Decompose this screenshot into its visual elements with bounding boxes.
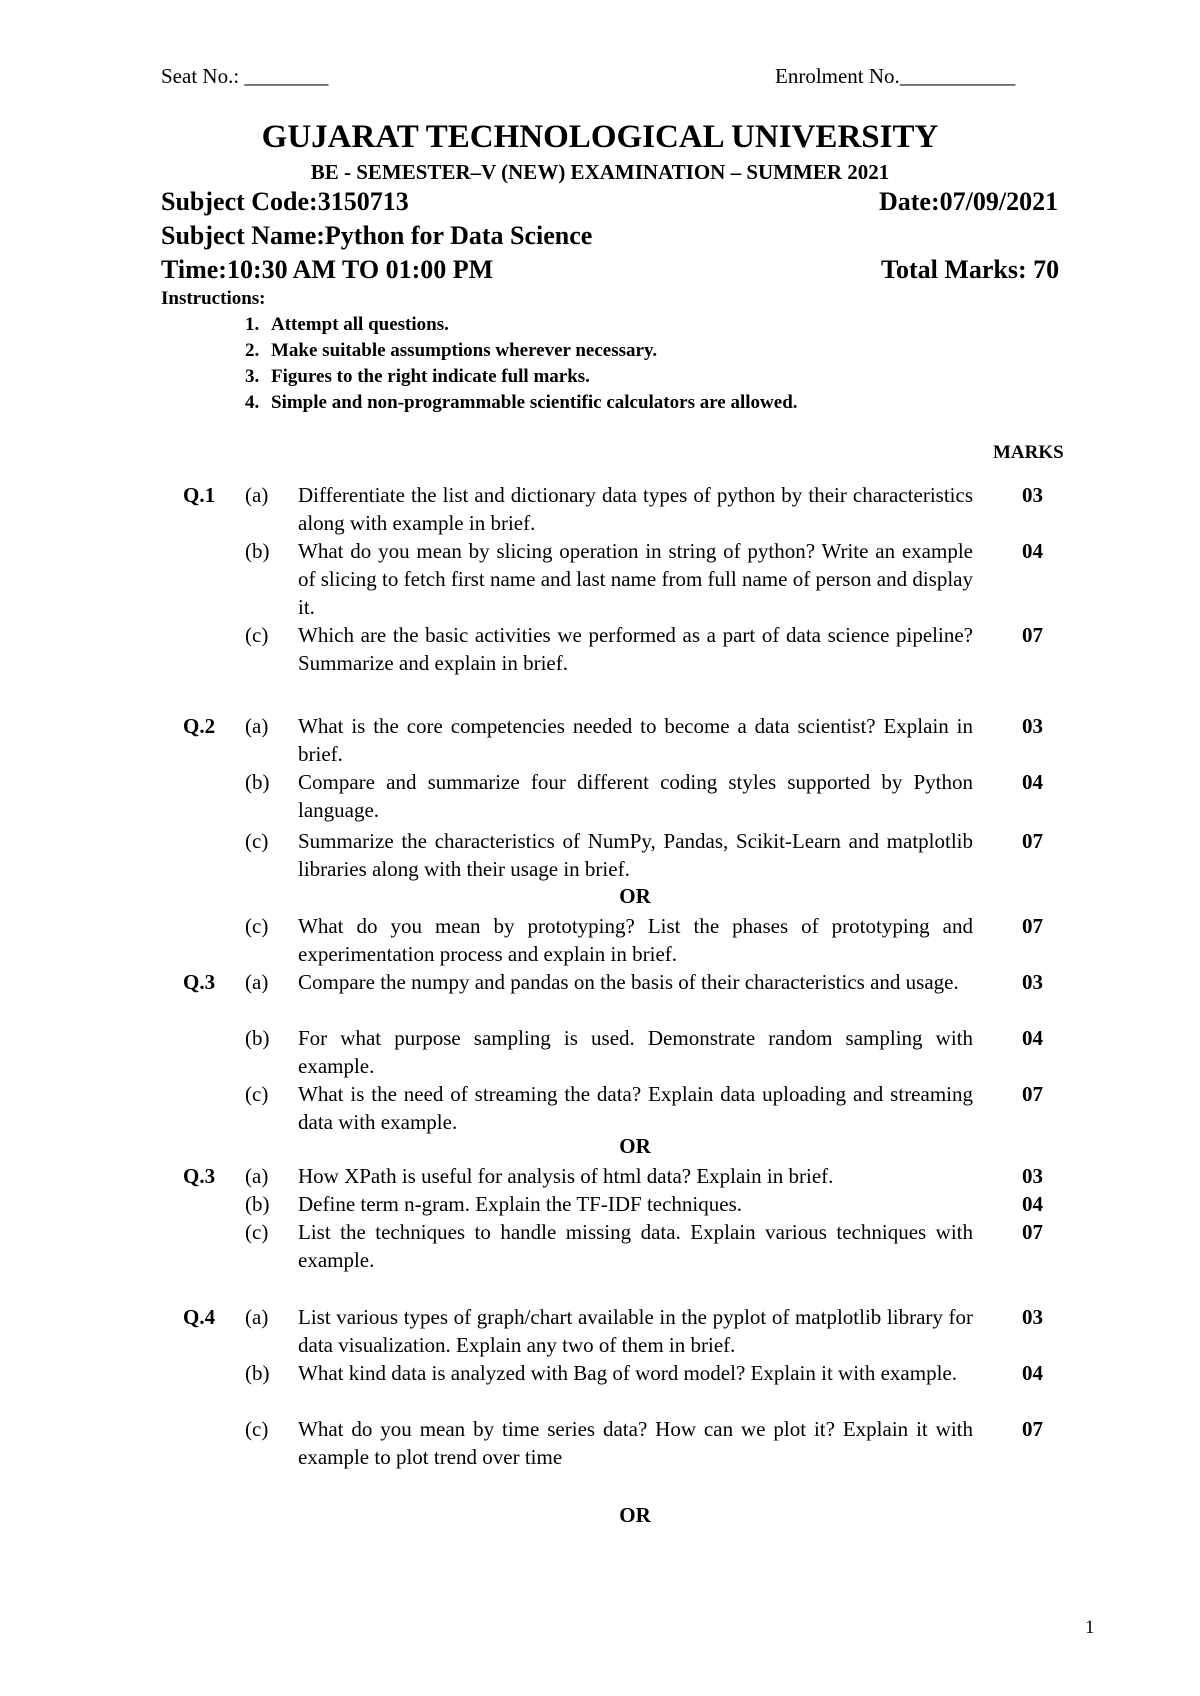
question-text: Define term n-gram. Explain the TF-IDF techniques. [298,1192,742,1216]
question-marks: 04 [1022,539,1043,563]
question-marks: 03 [1022,483,1043,507]
question-part: (a) [245,1164,269,1188]
question-marks: 07 [1022,623,1043,647]
question-part: (c) [245,623,269,647]
question-part: (c) [245,1417,269,1441]
question-part: (c) [245,914,269,938]
question-number: Q.3 [183,1164,216,1188]
question-text: What do you mean by time series data? How can we plot it? Explain it with example to plot trend over time [298,1417,973,1469]
instruction-text: Simple and non-programmable scientific calculators are allowed. [271,392,798,413]
instruction-text: Make suitable assumptions wherever necessary. [271,340,658,361]
question-part: (b) [245,1026,270,1050]
total-marks: Total Marks: 70 [881,255,1060,284]
question-text: List the techniques to handle missing data. Explain various techniques with example. [298,1220,973,1272]
question-part: (b) [245,1192,270,1216]
question-text: What is the core competencies needed to become a data scientist? Explain in brief. [298,714,973,766]
or-separator: OR [619,1503,651,1527]
instruction-text: Figures to the right indicate full marks. [271,366,590,387]
question-marks: 07 [1022,1417,1043,1441]
question-marks: 04 [1022,1361,1043,1385]
question-text: List various types of graph/chart available in the pyplot of matplotlib library for data visualization. Explain any two of them in brief. [298,1305,973,1357]
question-part: (b) [245,539,270,563]
question-part: (c) [245,1220,269,1244]
question-text: What do you mean by slicing operation in string of python? Write an example of slicing to fetch first name and last name from full name of person and display it. [298,539,973,619]
page-number: 1 [1085,1617,1095,1638]
question-part: (b) [245,770,270,794]
question-part: (a) [245,714,269,738]
question-text: How XPath is useful for analysis of html data? Explain in brief. [298,1164,834,1188]
question-marks: 03 [1022,970,1043,994]
question-marks: 03 [1022,714,1043,738]
instruction-number: 4. [245,392,260,413]
question-text: Which are the basic activities we performed as a part of data science pipeline? Summarize and explain in brief. [298,623,973,675]
question-marks: 07 [1022,1082,1043,1106]
instructions-heading: Instructions: [161,288,266,309]
question-marks: 04 [1022,1192,1043,1216]
question-text: What is the need of streaming the data? Explain data uploading and streaming data with example. [298,1082,973,1134]
instruction-number: 1. [245,314,260,335]
or-separator: OR [619,1134,651,1158]
question-text: What kind data is analyzed with Bag of word model? Explain it with example. [298,1361,957,1385]
question-marks: 07 [1022,829,1043,853]
question-text: Summarize the characteristics of NumPy, Pandas, Scikit-Learn and matplotlib libraries along with their usage in brief. [298,829,973,881]
exam-time: Time:10:30 AM TO 01:00 PM [161,255,494,284]
subject-name: Subject Name:Python for Data Science [161,221,593,250]
question-text: What do you mean by prototyping? List the phases of prototyping and experimentation process and explain in brief. [298,914,973,966]
question-part: (c) [245,829,269,853]
question-part: (a) [245,483,269,507]
question-marks: 07 [1022,1220,1043,1244]
question-text: For what purpose sampling is used. Demonstrate random sampling with example. [298,1026,973,1078]
question-part: (a) [245,970,269,994]
question-part: (a) [245,1305,269,1329]
question-number: Q.4 [183,1305,216,1329]
marks-heading: MARKS [993,442,1064,463]
question-marks: 04 [1022,770,1043,794]
instruction-number: 3. [245,366,260,387]
question-marks: 03 [1022,1305,1043,1329]
seat-no: Seat No.: ________ [161,64,329,88]
enrolment-no: Enrolment No.___________ [775,64,1016,88]
instruction-number: 2. [245,340,260,361]
exam-title: BE - SEMESTER–V (NEW) EXAMINATION – SUMMER 2021 [310,160,890,184]
instruction-text: Attempt all questions. [271,314,449,335]
question-part: (b) [245,1361,270,1385]
question-marks: 04 [1022,1026,1043,1050]
question-number: Q.3 [183,970,216,994]
question-text: Differentiate the list and dictionary data types of python by their characteristics along with example in brief. [298,483,973,535]
or-separator: OR [619,884,651,908]
question-marks: 03 [1022,1164,1043,1188]
question-part: (c) [245,1082,269,1106]
exam-date: Date:07/09/2021 [879,187,1059,216]
subject-code: Subject Code:3150713 [161,187,409,216]
question-text: Compare and summarize four different coding styles supported by Python language. [298,770,973,822]
university-title: GUJARAT TECHNOLOGICAL UNIVERSITY [261,119,939,155]
question-number: Q.2 [183,714,216,738]
question-text: Compare the numpy and pandas on the basis of their characteristics and usage. [298,970,959,994]
question-marks: 07 [1022,914,1043,938]
question-number: Q.1 [183,483,216,507]
